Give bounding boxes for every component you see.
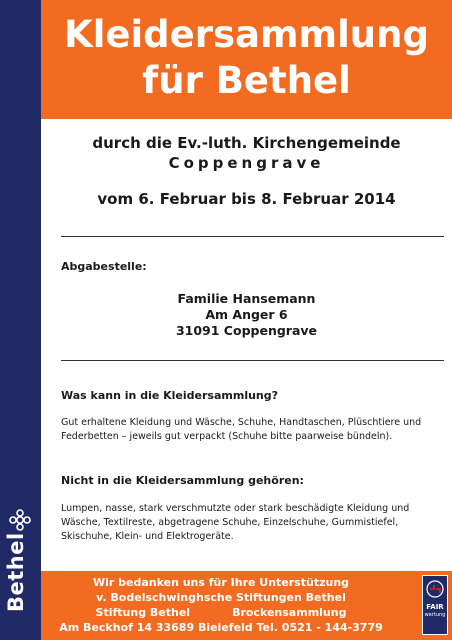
fair-badge [422,575,448,635]
dropoff-street: Am Anger 6 [205,307,288,322]
footer-banner [41,571,452,640]
place-text: Coppengrave [168,154,325,172]
not-accepted-heading: Nicht in die Kleidersammlung gehören: [61,474,304,487]
footer-dept [41,606,401,619]
divider [61,236,444,237]
fair-badge-title: FAIR [426,603,444,611]
dropoff-city: 31091 Coppengrave [175,323,318,338]
not-accepted-text: Lumpen, nasse, stark verschmutzte oder stark beschädigte Kleidung und Wäsche, Textilreste, abgetragene Schuhe, Einzelschuhe, Gummistiefel, Skischuhe, Klein- und Elektrogeräte. [61,503,410,542]
footer-dept-right: Brockensammlung [232,606,347,619]
fair-logo-icon [426,580,444,598]
dropoff-name: Familie Hansemann [177,291,316,306]
footer-address: Am Beckhof 14 33689 Bielefeld Tel. 0521 - 144-3779 [59,621,383,634]
footer-dept-left: Stiftung Bethel [95,606,191,619]
divider [61,360,444,361]
sidebar-brand: Bethel [4,532,28,612]
header-banner [41,0,452,119]
bethel-logo-icon [8,508,32,532]
organizer-text: durch die Ev.-luth. Kirchengemeinde [92,134,401,152]
sidebar [0,0,41,640]
footer-org: v. Bodelschwinghsche Stiftungen Bethel [96,591,346,604]
main-content [41,119,452,571]
footer-thanks: Wir bedanken uns für Ihre Unterstützung [92,576,350,589]
page-title-line1: Kleidersammlung [64,13,429,56]
dates-text: vom 6. Februar bis 8. Februar 2014 [97,190,396,208]
accepted-heading: Was kann in die Kleidersammlung? [61,389,279,402]
fair-badge-subtitle: wertung [424,612,446,618]
dropoff-label: Abgabestelle: [61,260,147,273]
page-title-line2: für Bethel [142,59,351,102]
accepted-text: Gut erhaltene Kleidung und Wäsche, Schuhe, Handtaschen, Plüschtiere und Federbetten – jeweils gut verpackt (Schuhe bitte paarweise bündeln). [61,417,422,442]
